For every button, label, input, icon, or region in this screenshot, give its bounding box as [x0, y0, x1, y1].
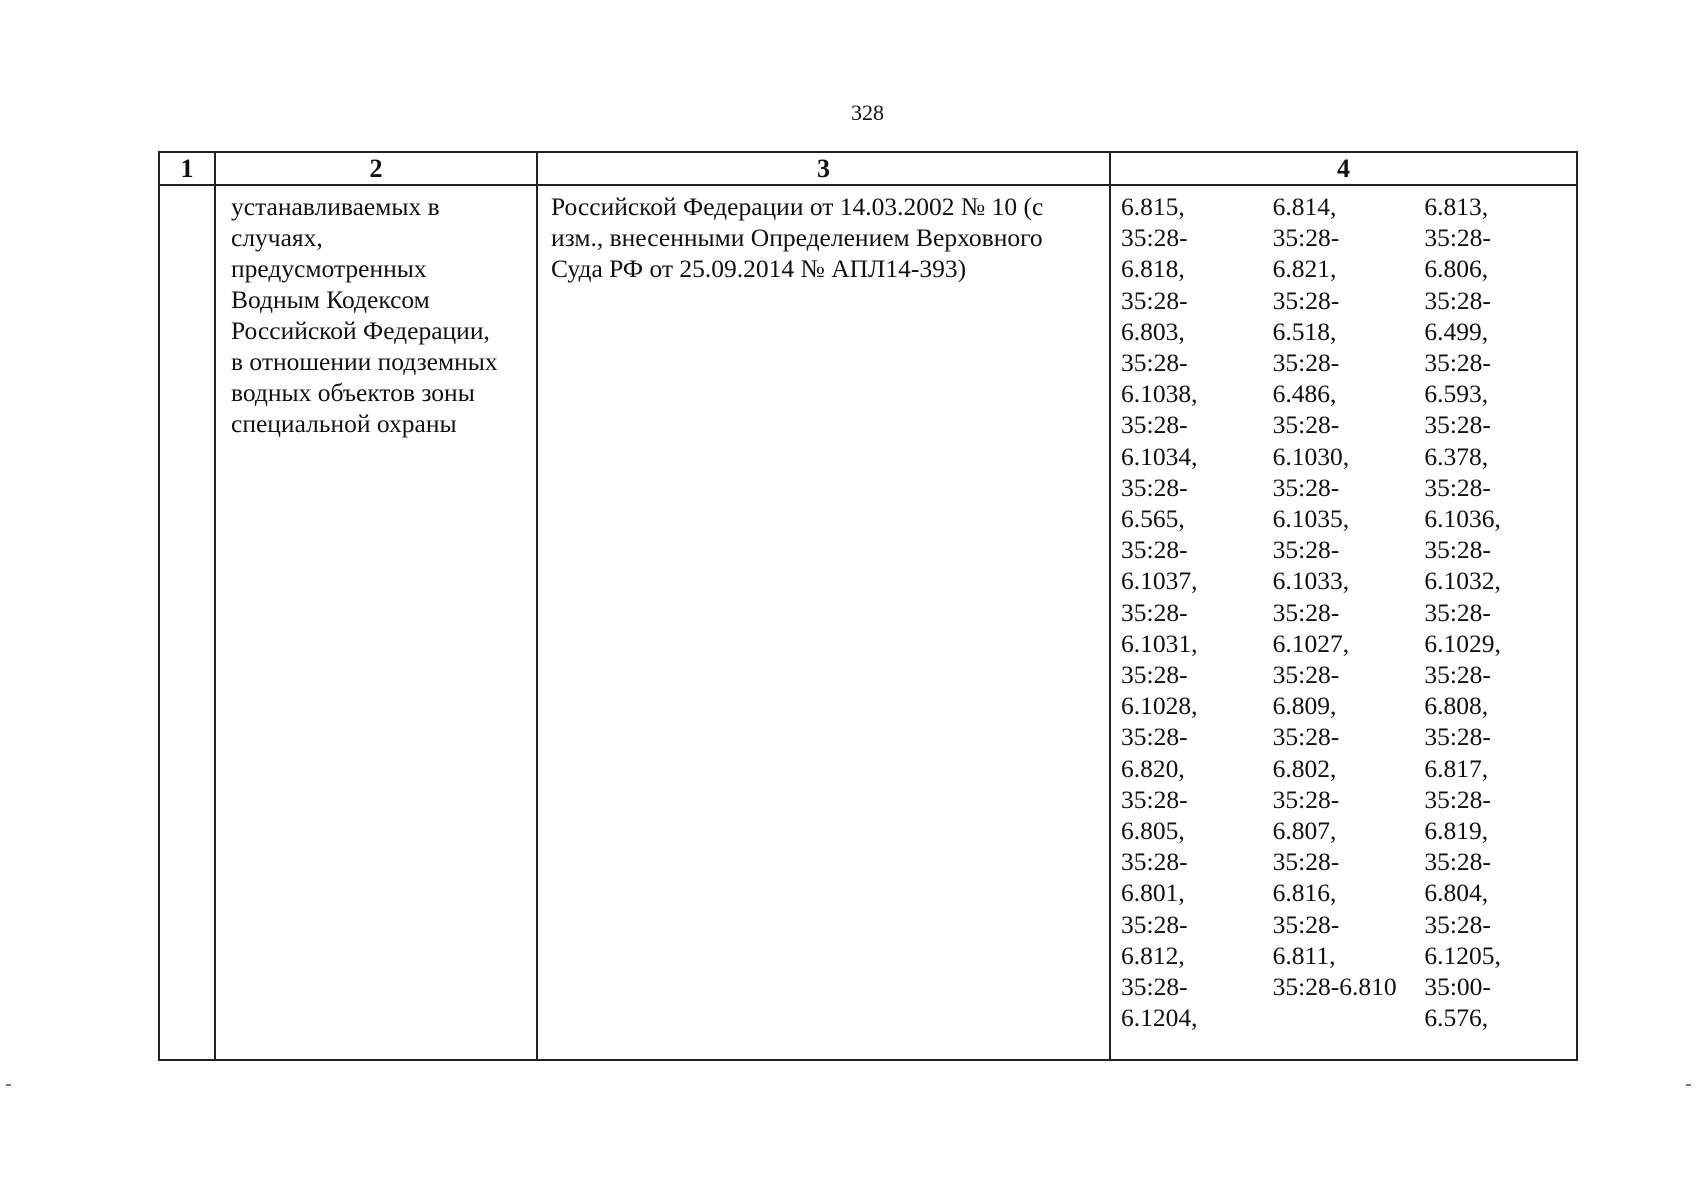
cadastral-number-line: 6.1027,	[1272, 628, 1350, 658]
cadastral-number-line: 35:28-6.810	[1272, 972, 1397, 1002]
cadastral-number-line: 6.1034,	[1121, 441, 1198, 471]
cadastral-number-line: 6.576,	[1424, 1003, 1489, 1033]
cadastral-number-line: 6.1030,	[1272, 441, 1350, 471]
cadastral-number-line: 35:28-	[1424, 847, 1491, 877]
cadastral-number-line: 6.807,	[1272, 816, 1337, 846]
page-number: 328	[851, 100, 884, 125]
cadastral-number-line: 35:28-	[1272, 223, 1340, 253]
cadastral-number-line: 35:28-	[1272, 909, 1340, 939]
cadastral-number-line: 35:28-	[1424, 909, 1491, 939]
cadastral-number-line: 6.1029,	[1424, 628, 1501, 658]
zone-description-text: устанавливаемых в случаях, предусмотренных Водным Кодексом Российской Федерации, в отношении подземных водных объектов зоны специальной охраны	[231, 192, 498, 438]
cadastral-number-line: 6.378,	[1424, 441, 1489, 471]
cadastral-number-line: 6.812,	[1121, 940, 1185, 970]
cadastral-number-line: 6.815,	[1121, 192, 1185, 221]
cadastral-number-line: 35:28-	[1272, 660, 1340, 690]
edge-mark-right	[1686, 1084, 1691, 1086]
cadastral-number-line: 35:28-	[1121, 722, 1188, 752]
cadastral-number-line: 35:28-	[1272, 285, 1340, 315]
cadastral-number-line: 35:28-	[1424, 410, 1491, 440]
cadastral-column-2	[1273, 191, 1425, 1033]
cadastral-number-line: 6.809,	[1272, 691, 1337, 721]
cadastral-number-line: 6.1035,	[1272, 504, 1350, 534]
cadastral-number-line: 35:28-	[1121, 223, 1188, 253]
cadastral-number-line: 35:28-	[1121, 472, 1188, 502]
cadastral-number-line: 35:28-	[1121, 348, 1188, 378]
cadastral-number-line: 6.806,	[1424, 254, 1489, 284]
cadastral-number-line: 35:28-	[1424, 784, 1491, 814]
cadastral-number-line: 6.816,	[1272, 878, 1337, 908]
cadastral-number-line: 6.486,	[1272, 379, 1337, 409]
cadastral-number-line: 35:28-	[1121, 410, 1188, 440]
cadastral-number-line: 35:28-	[1121, 784, 1188, 814]
cadastral-number-line: 35:28-	[1424, 535, 1491, 565]
cadastral-column-1	[1121, 191, 1273, 1033]
cadastral-number-line: 35:28-	[1424, 285, 1491, 315]
cadastral-number-line: 6.1205,	[1424, 940, 1501, 970]
document-table	[158, 151, 1578, 1061]
cadastral-number-line: 35:28-	[1424, 597, 1491, 627]
cadastral-number-line: 35:28-	[1121, 909, 1188, 939]
cadastral-number-line: 35:28-	[1121, 285, 1188, 315]
cadastral-number-line: 6.818,	[1121, 254, 1185, 284]
cadastral-number-line: 6.819,	[1424, 816, 1489, 846]
cadastral-number-line: 35:28-	[1272, 784, 1340, 814]
cadastral-number-line: 6.1033,	[1272, 566, 1350, 596]
cadastral-number-line: 6.1037,	[1121, 566, 1198, 596]
cadastral-number-line: 6.593,	[1424, 379, 1489, 409]
cadastral-number-line: 35:28-	[1272, 597, 1340, 627]
cadastral-number-line: 6.803,	[1121, 316, 1185, 346]
cadastral-number-line: 35:28-	[1121, 535, 1188, 565]
cadastral-number-line: 6.814,	[1272, 192, 1337, 221]
header-col-3: 3	[537, 152, 1110, 185]
cadastral-number-line: 6.1028,	[1121, 691, 1198, 721]
cadastral-numbers-list	[1111, 186, 1576, 1033]
cadastral-number-line: 35:28-	[1121, 660, 1188, 690]
header-col-2: 2	[215, 152, 537, 185]
cadastral-number-line: 35:28-	[1121, 597, 1188, 627]
cadastral-number-line: 6.1204,	[1121, 1003, 1198, 1033]
cadastral-column-3	[1424, 191, 1576, 1033]
cadastral-number-line: 35:28-	[1121, 847, 1188, 877]
cadastral-number-line: 35:28-	[1424, 223, 1491, 253]
cadastral-number-line: 6.499,	[1424, 316, 1489, 346]
cadastral-number-line: 6.808,	[1424, 691, 1489, 721]
cadastral-number-line: 6.811,	[1272, 940, 1336, 970]
cadastral-number-line: 35:28-	[1272, 348, 1340, 378]
cadastral-number-line: 35:28-	[1121, 972, 1188, 1002]
cadastral-number-line: 35:28-	[1272, 472, 1340, 502]
cell-col-1	[159, 185, 215, 1060]
cadastral-number-line: 6.813,	[1424, 192, 1489, 221]
cadastral-number-line: 35:28-	[1424, 722, 1491, 752]
cadastral-number-line: 6.817,	[1424, 753, 1489, 783]
table-row	[159, 185, 1577, 1060]
legal-basis-text: Российской Федерации от 14.03.2002 № 10 (с изм., внесенными Определением Верховного Суда РФ от 25.09.2014 № АПЛ14-393)	[551, 192, 1044, 283]
cadastral-number-line: 35:28-	[1424, 660, 1491, 690]
header-col-1: 1	[159, 152, 215, 185]
cadastral-number-line: 6.801,	[1121, 878, 1185, 908]
cadastral-number-line: 6.804,	[1424, 878, 1489, 908]
header-col-4: 4	[1110, 152, 1577, 185]
cadastral-number-line: 6.1036,	[1424, 504, 1501, 534]
cadastral-number-line: 6.802,	[1272, 753, 1337, 783]
cadastral-number-line: 35:28-	[1272, 535, 1340, 565]
cell-col-3	[537, 185, 1110, 1060]
cadastral-number-line: 6.1032,	[1424, 566, 1501, 596]
cadastral-number-line: 6.518,	[1272, 316, 1337, 346]
cadastral-number-line: 35:28-	[1272, 410, 1340, 440]
cadastral-number-line: 6.805,	[1121, 816, 1185, 846]
edge-mark-left	[6, 1084, 11, 1086]
cadastral-number-line: 35:28-	[1424, 348, 1491, 378]
cadastral-number-line: 35:28-	[1272, 847, 1340, 877]
cadastral-number-line: 35:28-	[1272, 722, 1340, 752]
cadastral-number-line: 35:28-	[1424, 472, 1491, 502]
cadastral-number-line: 6.1031,	[1121, 628, 1198, 658]
cadastral-number-line: 6.565,	[1121, 504, 1185, 534]
cell-col-2	[215, 185, 537, 1060]
cadastral-number-line: 35:00-	[1424, 972, 1491, 1002]
cadastral-number-line: 6.820,	[1121, 753, 1185, 783]
cell-col-4	[1110, 185, 1577, 1060]
table-header-row	[159, 152, 1577, 185]
cadastral-number-line: 6.821,	[1272, 254, 1337, 284]
cadastral-number-line: 6.1038,	[1121, 379, 1198, 409]
